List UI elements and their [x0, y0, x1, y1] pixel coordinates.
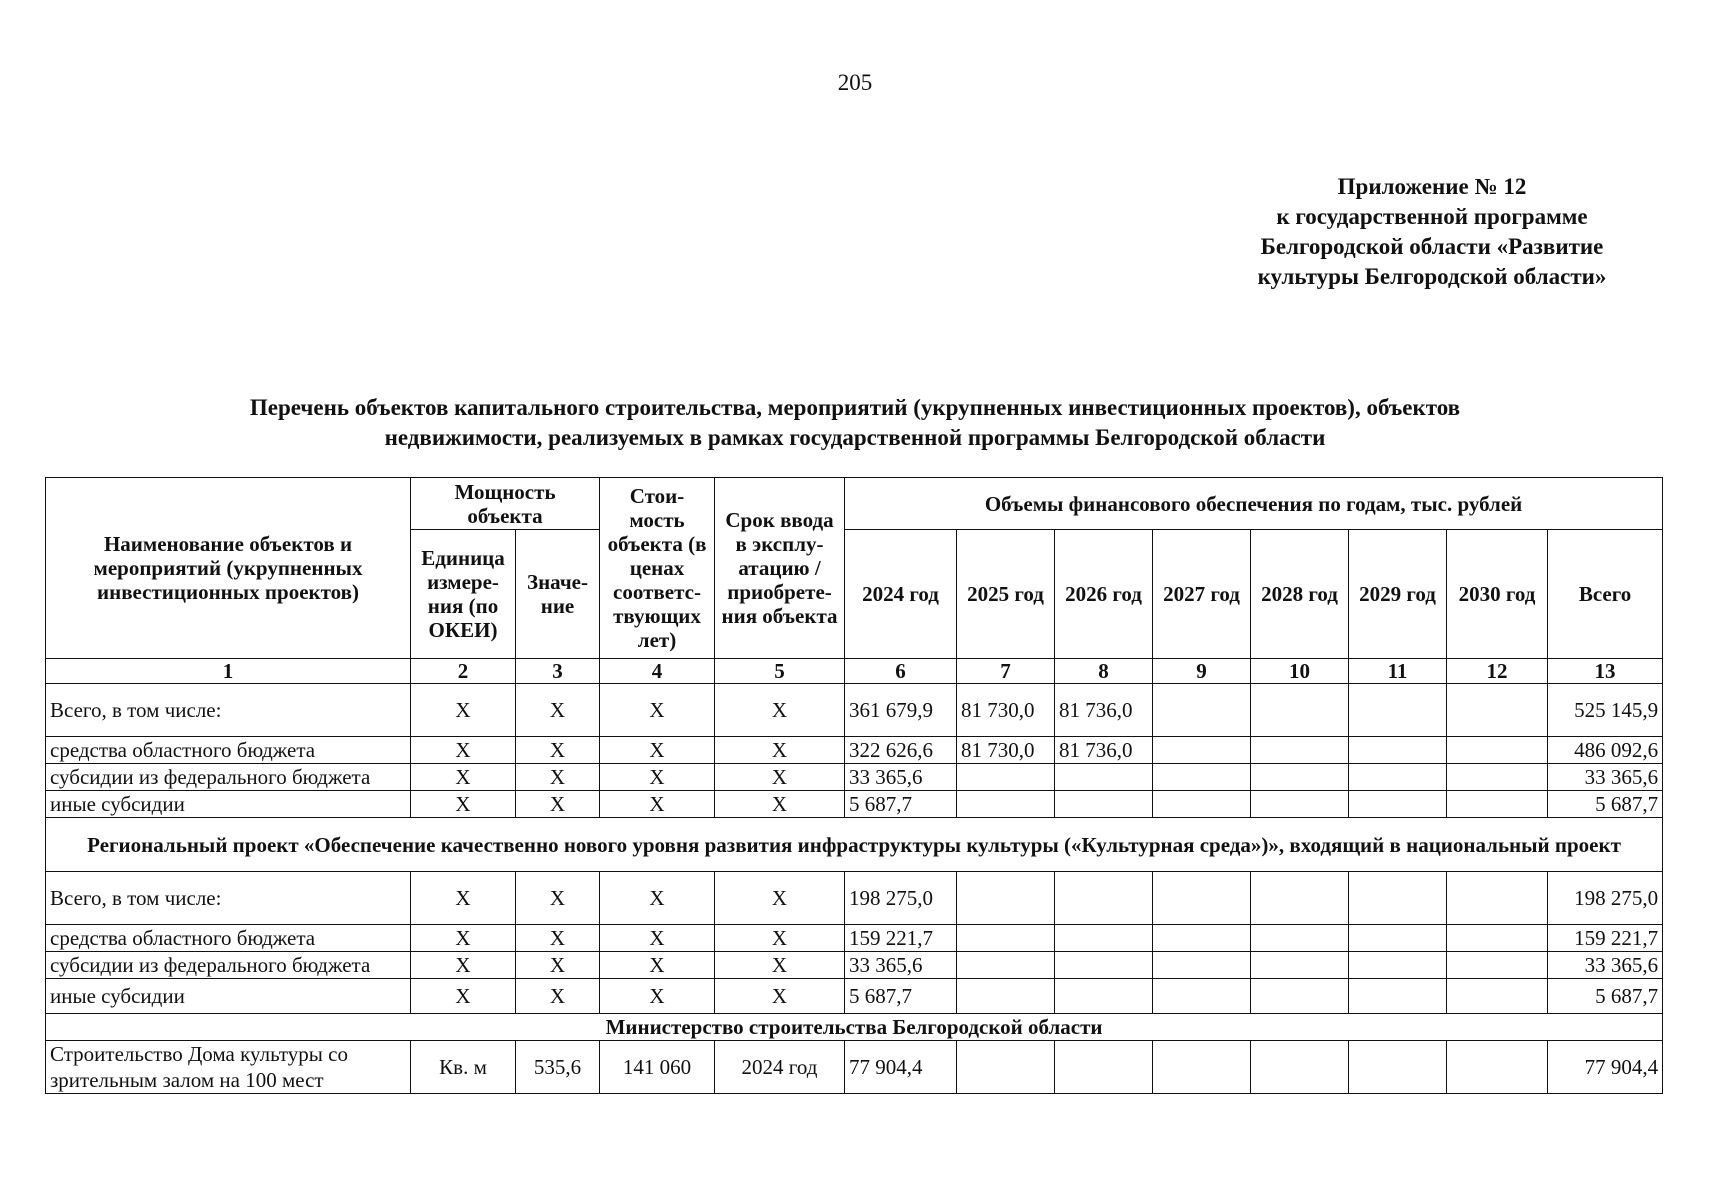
cell-2028	[1251, 979, 1349, 1014]
cell-2028	[1251, 737, 1349, 764]
cell-2030	[1447, 764, 1548, 791]
header-year-2025: 2025 год	[957, 530, 1055, 659]
cell-2026	[1055, 952, 1153, 979]
cell-2028	[1251, 684, 1349, 737]
cell-unit: X	[411, 684, 516, 737]
cell-total: 33 365,6	[1548, 764, 1663, 791]
cell-2030	[1447, 952, 1548, 979]
cell-2030	[1447, 684, 1548, 737]
column-number: 13	[1548, 659, 1663, 684]
objects-table	[45, 477, 1663, 1094]
cell-total: 77 904,4	[1548, 1041, 1663, 1094]
cell-cost: X	[600, 952, 715, 979]
cell-2030	[1447, 872, 1548, 925]
header-financing: Объемы финансового обеспечения по годам, тыс. рублей	[845, 478, 1663, 530]
cell-cost: X	[600, 684, 715, 737]
column-number: 8	[1055, 659, 1153, 684]
header-term: Срок ввода в эксплу-атацию / приобрете-ния объекта	[715, 478, 845, 659]
cell-term: 2024 год	[715, 1041, 845, 1094]
cell-unit: X	[411, 979, 516, 1014]
cell-unit: Кв. м	[411, 1041, 516, 1094]
cell-2024: 33 365,6	[845, 764, 957, 791]
cell-value: X	[516, 872, 600, 925]
cell-2025	[957, 1041, 1055, 1094]
cell-2026	[1055, 872, 1153, 925]
table-row	[46, 872, 1663, 925]
cell-2025	[957, 925, 1055, 952]
cell-2030	[1447, 1041, 1548, 1094]
cell-2027	[1153, 737, 1251, 764]
header-year-2030: 2030 год	[1447, 530, 1548, 659]
cell-2028	[1251, 1041, 1349, 1094]
cell-2025	[957, 791, 1055, 818]
cell-2024: 361 679,9	[845, 684, 957, 737]
cell-term: X	[715, 952, 845, 979]
column-number: 7	[957, 659, 1055, 684]
column-number: 11	[1349, 659, 1447, 684]
cell-value: X	[516, 952, 600, 979]
header-year-2029: 2029 год	[1349, 530, 1447, 659]
header-name: Наименование объектов и мероприятий (укрупненных инвестиционных проектов)	[46, 478, 411, 659]
document-title-line-2: недвижимости, реализуемых в рамках государственной программы Белгородской области	[384, 425, 1326, 450]
cell-cost: 141 060	[600, 1041, 715, 1094]
cell-2029	[1349, 791, 1447, 818]
cell-2027	[1153, 872, 1251, 925]
cell-name: Всего, в том числе:	[46, 684, 411, 737]
cell-unit: X	[411, 925, 516, 952]
cell-cost: X	[600, 764, 715, 791]
cell-2029	[1349, 737, 1447, 764]
cell-value: X	[516, 684, 600, 737]
table-row	[46, 737, 1663, 764]
cell-2025: 81 730,0	[957, 737, 1055, 764]
header-cost: Стои-мость объекта (в ценах соответс-твующих лет)	[600, 478, 715, 659]
cell-2024: 159 221,7	[845, 925, 957, 952]
header-year-2027: 2027 год	[1153, 530, 1251, 659]
appendix-line-4: культуры Белгородской области»	[1257, 264, 1607, 289]
header-year-2028: 2028 год	[1251, 530, 1349, 659]
cell-2026	[1055, 1041, 1153, 1094]
table-row	[46, 979, 1663, 1014]
cell-2028	[1251, 925, 1349, 952]
header-capacity: Мощность объекта	[411, 478, 600, 530]
document-title-line-1: Перечень объектов капитального строительства, мероприятий (укрупненных инвестиционных проектов), объектов	[249, 395, 1461, 420]
column-number: 10	[1251, 659, 1349, 684]
section-header-ministry: Министерство строительства Белгородской области	[46, 1014, 1663, 1041]
cell-2025	[957, 872, 1055, 925]
cell-2028	[1251, 872, 1349, 925]
column-number: 12	[1447, 659, 1548, 684]
cell-name: средства областного бюджета	[46, 925, 411, 952]
cell-name: Строительство Дома культуры со зрительным залом на 100 мест	[46, 1041, 411, 1094]
cell-total: 5 687,7	[1548, 791, 1663, 818]
cell-cost: X	[600, 979, 715, 1014]
column-number: 4	[600, 659, 715, 684]
cell-2029	[1349, 684, 1447, 737]
cell-name: Всего, в том числе:	[46, 872, 411, 925]
cell-2029	[1349, 764, 1447, 791]
column-number: 6	[845, 659, 957, 684]
header-unit: Единица измере-ния (по ОКЕИ)	[411, 530, 516, 659]
cell-total: 486 092,6	[1548, 737, 1663, 764]
cell-name: субсидии из федерального бюджета	[46, 952, 411, 979]
cell-2029	[1349, 872, 1447, 925]
appendix-line-3: Белгородской области «Развитие	[1260, 234, 1604, 259]
cell-2027	[1153, 925, 1251, 952]
cell-value: X	[516, 737, 600, 764]
column-number: 5	[715, 659, 845, 684]
cell-2025	[957, 764, 1055, 791]
cell-value: 535,6	[516, 1041, 600, 1094]
cell-2029	[1349, 979, 1447, 1014]
table-row	[46, 791, 1663, 818]
cell-value: X	[516, 791, 600, 818]
cell-2027	[1153, 764, 1251, 791]
cell-2027	[1153, 791, 1251, 818]
cell-term: X	[715, 979, 845, 1014]
cell-2027	[1153, 979, 1251, 1014]
appendix-line-2: к государственной программе	[1276, 204, 1588, 229]
cell-name: средства областного бюджета	[46, 737, 411, 764]
cell-2025	[957, 952, 1055, 979]
cell-total: 198 275,0	[1548, 872, 1663, 925]
header-total: Всего	[1548, 530, 1663, 659]
header-value: Значе-ние	[516, 530, 600, 659]
header-year-2024: 2024 год	[845, 530, 957, 659]
cell-cost: X	[600, 737, 715, 764]
table-row	[46, 764, 1663, 791]
cell-2030	[1447, 979, 1548, 1014]
cell-2030	[1447, 737, 1548, 764]
cell-2024: 33 365,6	[845, 952, 957, 979]
cell-2025: 81 730,0	[957, 684, 1055, 737]
cell-unit: X	[411, 952, 516, 979]
cell-value: X	[516, 979, 600, 1014]
cell-total: 5 687,7	[1548, 979, 1663, 1014]
cell-2027	[1153, 684, 1251, 737]
cell-name: иные субсидии	[46, 791, 411, 818]
cell-2026	[1055, 979, 1153, 1014]
cell-unit: X	[411, 737, 516, 764]
cell-unit: X	[411, 764, 516, 791]
cell-2029	[1349, 1041, 1447, 1094]
cell-cost: X	[600, 791, 715, 818]
table-row	[46, 925, 1663, 952]
cell-2024: 77 904,4	[845, 1041, 957, 1094]
cell-term: X	[715, 737, 845, 764]
cell-value: X	[516, 925, 600, 952]
cell-name: субсидии из федерального бюджета	[46, 764, 411, 791]
cell-total: 525 145,9	[1548, 684, 1663, 737]
cell-2027	[1153, 1041, 1251, 1094]
section-row	[46, 1014, 1663, 1041]
table-row	[46, 684, 1663, 737]
cell-2026	[1055, 791, 1153, 818]
cell-2026	[1055, 925, 1153, 952]
page-number: 205	[837, 70, 873, 95]
table-row	[46, 1041, 1663, 1094]
cell-cost: X	[600, 872, 715, 925]
section-row	[46, 818, 1663, 872]
table-row	[46, 952, 1663, 979]
cell-name: иные субсидии	[46, 979, 411, 1014]
cell-term: X	[715, 925, 845, 952]
cell-total: 33 365,6	[1548, 952, 1663, 979]
cell-2030	[1447, 791, 1548, 818]
cell-2028	[1251, 791, 1349, 818]
section-header-regional-project: Региональный проект «Обеспечение качественно нового уровня развития инфраструктуры культуры («Культурная среда»)», входящий в национальный проект	[46, 818, 1663, 872]
cell-term: X	[715, 764, 845, 791]
column-number: 2	[411, 659, 516, 684]
document-title	[60, 393, 1650, 453]
cell-2024: 322 626,6	[845, 737, 957, 764]
cell-unit: X	[411, 872, 516, 925]
cell-2024: 198 275,0	[845, 872, 957, 925]
cell-term: X	[715, 872, 845, 925]
cell-2024: 5 687,7	[845, 791, 957, 818]
cell-unit: X	[411, 791, 516, 818]
cell-2029	[1349, 952, 1447, 979]
cell-term: X	[715, 684, 845, 737]
cell-2026	[1055, 764, 1153, 791]
cell-2029	[1349, 925, 1447, 952]
cell-2025	[957, 979, 1055, 1014]
cell-cost: X	[600, 925, 715, 952]
cell-2024: 5 687,7	[845, 979, 957, 1014]
cell-2030	[1447, 925, 1548, 952]
column-number: 3	[516, 659, 600, 684]
column-number: 9	[1153, 659, 1251, 684]
cell-value: X	[516, 764, 600, 791]
column-number: 1	[46, 659, 411, 684]
cell-total: 159 221,7	[1548, 925, 1663, 952]
cell-term: X	[715, 791, 845, 818]
column-numbers-row	[46, 659, 1663, 684]
cell-2026: 81 736,0	[1055, 737, 1153, 764]
header-year-2026: 2026 год	[1055, 530, 1153, 659]
cell-2026: 81 736,0	[1055, 684, 1153, 737]
cell-2027	[1153, 952, 1251, 979]
cell-2028	[1251, 952, 1349, 979]
appendix-heading	[1222, 172, 1642, 292]
appendix-line-1: Приложение № 12	[1337, 174, 1527, 199]
cell-2028	[1251, 764, 1349, 791]
